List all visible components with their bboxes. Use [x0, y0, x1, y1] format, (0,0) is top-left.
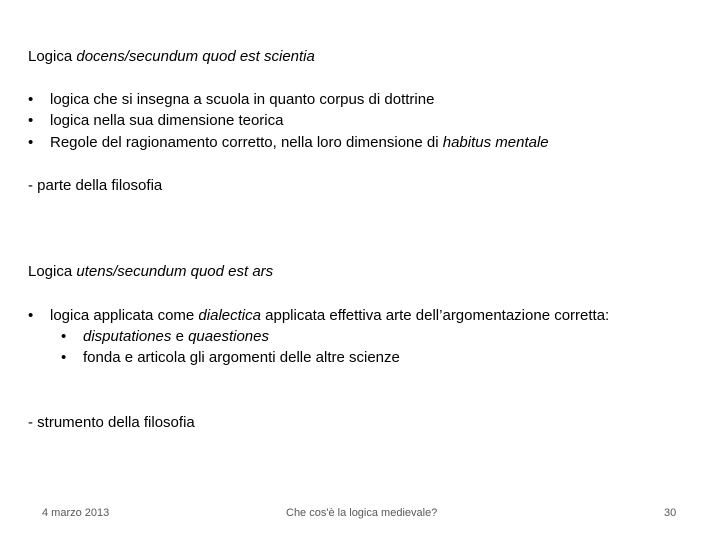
heading-italic: docens/secundum quod est scientia — [76, 48, 315, 65]
item-text: logica applicata come — [50, 307, 199, 324]
section1-item-2 — [28, 112, 283, 130]
bullet-icon: • — [61, 328, 67, 345]
section1-heading — [28, 48, 315, 66]
footer-page-number: 30 — [664, 507, 677, 519]
heading-italic: utens/secundum quod est ars — [76, 263, 274, 280]
footer-date: 4 marzo 2013 — [42, 507, 110, 519]
section1-note: - parte della filosofia — [28, 177, 163, 194]
item-italic-text: dialectica — [198, 307, 261, 324]
item-text: logica nella sua dimensione teorica — [50, 112, 284, 129]
bullet-icon: • — [61, 349, 67, 366]
item-text: Regole del ragionamento corretto, nella loro dimensione di — [50, 134, 443, 151]
bullet-icon: • — [28, 112, 34, 129]
section2-item-1 — [28, 307, 609, 325]
section2-heading — [28, 263, 273, 281]
section1-item-1 — [28, 91, 434, 109]
bullet-icon: • — [28, 307, 34, 324]
subitem-text: fonda e articola gli argomenti delle altre scienze — [83, 349, 400, 366]
heading-plain: Logica — [28, 48, 77, 65]
section1-item-3 — [28, 134, 549, 152]
section2-subitem-1 — [61, 328, 269, 346]
heading-plain: Logica — [28, 263, 77, 280]
subitem-italic-a: disputationes — [83, 328, 172, 345]
bullet-icon: • — [28, 134, 34, 151]
footer-title: Che cos'è la logica medievale? — [286, 507, 438, 519]
item-italic-text: habitus mentale — [442, 134, 549, 151]
section2-subitem-2 — [61, 349, 400, 367]
subitem-italic-b: quaestiones — [188, 328, 269, 345]
item-text: logica che si insegna a scuola in quanto corpus di dottrine — [50, 91, 435, 108]
bullet-icon: • — [28, 91, 34, 108]
subitem-mid: e — [171, 328, 189, 345]
item-text-post: applicata effettiva arte dell’argomentazione corretta: — [260, 307, 610, 324]
section2-note: - strumento della filosofia — [28, 414, 195, 431]
